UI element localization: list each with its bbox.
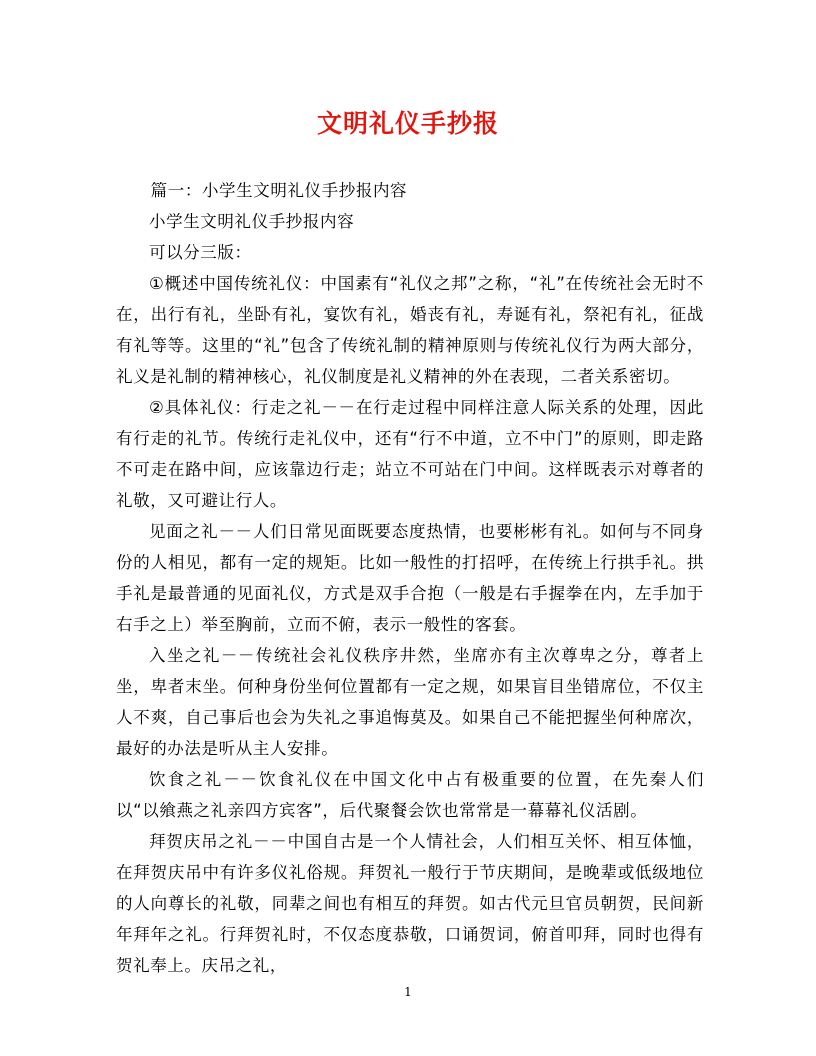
document-body (116, 175, 704, 981)
paragraph-overview: ①概述中国传统礼仪：中国素有“礼仪之邦”之称，“礼”在传统社会无时不在，出行有礼，坐卧有礼，宴饮有礼，婚丧有礼，寿诞有礼，祭祀有礼，征战有礼等等。这里的“礼”包含了传统礼制的精神原则与传统礼仪行为两大部分，礼义是礼制的精神核心，礼仪制度是礼义精神的外在表现，二者关系密切。 (116, 274, 704, 386)
paragraph-subtitle: 小学生文明礼仪手抄报内容 (149, 212, 355, 231)
page-number: 1 (404, 985, 412, 999)
paragraph-visiting-etiquette: 拜贺庆吊之礼－－中国自古是一个人情社会，人们相互关怀、相互体恤，在拜贺庆吊中有许多仪礼俗规。拜贺礼一般行于节庆期间，是晚辈或低级地位的人向尊长的礼敬，同辈之间也有相互的拜贺。如古代元旦官员朝贺，民间新年拜年之礼。行拜贺礼时，不仅态度恭敬，口诵贺词，俯首叩拜，同时也得有贺礼奉上。庆吊之礼， (116, 832, 704, 975)
paragraph-greeting-etiquette: 见面之礼－－人们日常见面既要态度热情，也要彬彬有礼。如何与不同身份的人相见，都有一定的规矩。比如一般性的打招呼，在传统上行拱手礼。拱手礼是最普通的见面礼仪，方式是双手合抱（一般是右手握拳在内，左手加于右手之上）举至胸前，立而不俯，表示一般性的客套。 (116, 522, 704, 634)
document-title: 文明礼仪手抄报 (316, 109, 499, 138)
paragraph-seating-etiquette: 入坐之礼－－传统社会礼仪秩序井然，坐席亦有主次尊卑之分，尊者上坐，卑者末坐。何种身份坐何位置都有一定之规，如果盲目坐错席位，不仅主人不爽，自己事后也会为失礼之事追悔莫及。如果自己不能把握坐何种席次，最好的办法是听从主人安排。 (116, 646, 704, 758)
paragraph-walking-etiquette: ②具体礼仪：行走之礼－－在行走过程中同样注意人际关系的处理，因此有行走的礼节。传统行走礼仪中，还有“行不中道，立不中门”的原则，即走路不可走在路中间，应该靠边行走；站立不可站在门中间。这样既表示对尊者的礼敬，又可避让行人。 (116, 398, 704, 510)
paragraph-section-heading: 篇一：小学生文明礼仪手抄报内容 (150, 181, 408, 200)
paragraph-dining-etiquette: 饮食之礼－－饮食礼仪在中国文化中占有极重要的位置，在先秦人们以“以飨燕之礼亲四方宾客”，后代聚餐会饮也常常是一幕幕礼仪活剧。 (116, 770, 704, 820)
paragraph-intro: 可以分三版： (149, 243, 252, 262)
